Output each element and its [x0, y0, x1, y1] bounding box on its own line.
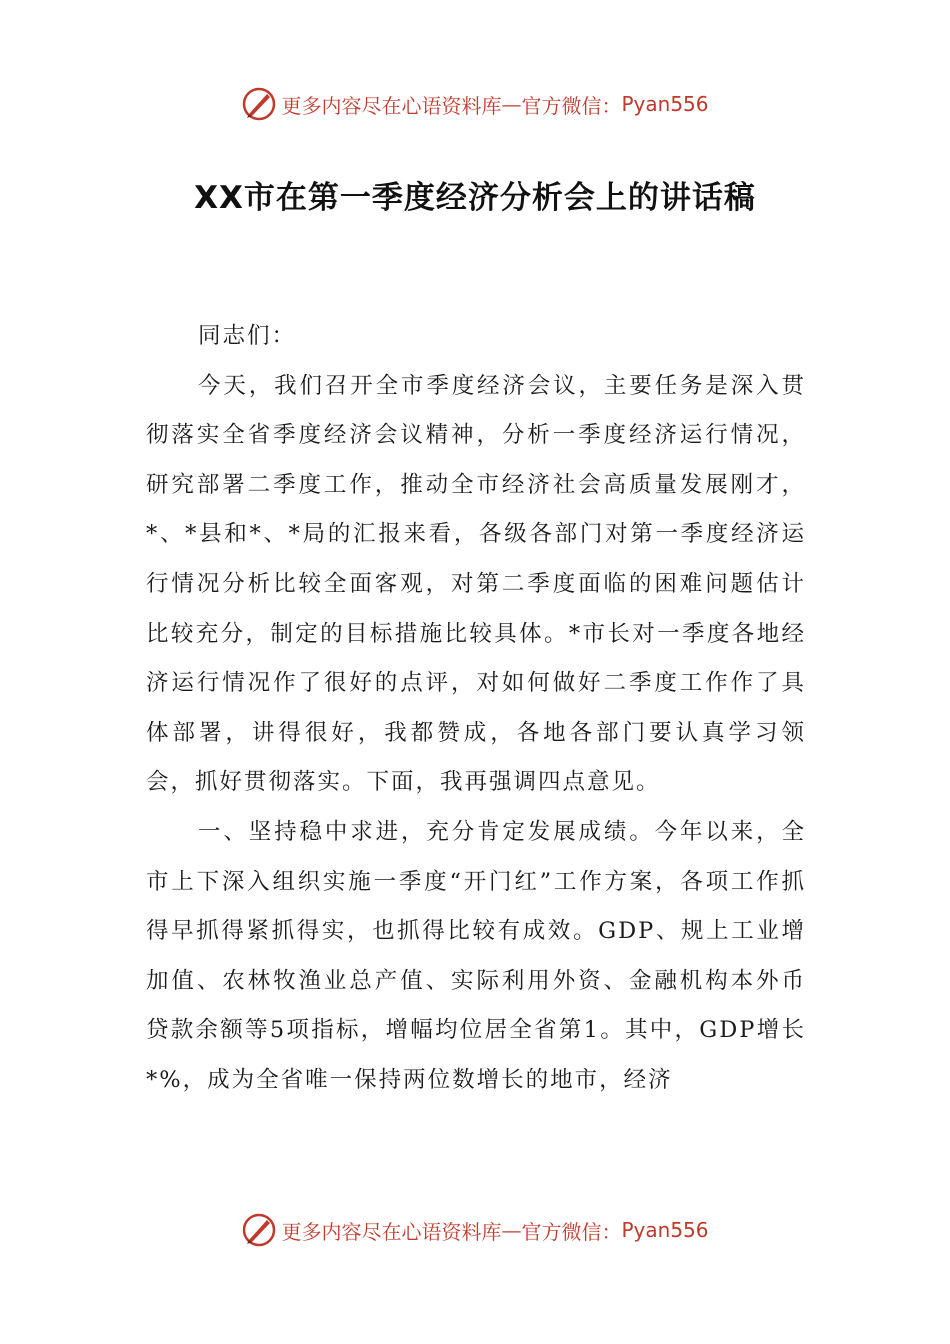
paragraph-2: 一、坚持稳中求进，充分肯定发展成绩。今年以来，全市上下深入组织实施一季度“开门红”工作方案，各项工作抓得早抓得紧抓得实，也抓得比较有成效。GDP、规上工业增加值、农林牧渔业总产值、实际利用外资、金融机构本外币贷款余额等5项指标，增幅均位居全省第1。其中，GDP增长*%，成为全省唯一保持两位数增长的地市，经济	[146, 818, 806, 1093]
banner-title: 更多内容尽在心语资料库	[281, 93, 502, 118]
header-banner	[0, 82, 950, 126]
quill-pen-logo-icon	[241, 86, 277, 122]
document-title: XX市在第一季度经济分析会上的讲话稿	[194, 180, 756, 216]
paragraph-1: 今天，我们召开全市季度经济会议，主要任务是深入贯彻落实全省季度经济会议精神，分析一季度经济运行情况，研究部署二季度工作，推动全市经济社会高质量发展刚才，*、*县和*、*局的汇报来看，各级各部门对第一季度经济运行情况分析比较全面客观，对第二季度面临的困难问题估计比较充分，制定的目标措施比较具体。*市长对一季度各地经济运行情况作了很好的点评，对如何做好二季度工作作了具体部署，讲得很好，我都赞成，各地各部门要认真学习领会，抓好贯彻落实。下面，我再强调四点意见。	[146, 372, 806, 796]
banner-wechat-handle: Pyan556	[621, 1218, 709, 1242]
banner-dash: —	[501, 1218, 522, 1242]
banner-dash: —	[501, 92, 522, 116]
banner-wechat-label: 官方微信：	[521, 93, 622, 118]
banner-wechat-handle: Pyan556	[621, 92, 709, 116]
document-body	[146, 312, 806, 1106]
quill-pen-logo-icon	[241, 1212, 277, 1248]
banner-wechat-label: 官方微信：	[521, 1219, 622, 1244]
banner-title: 更多内容尽在心语资料库	[281, 1219, 502, 1244]
salutation: 同志们：	[198, 323, 297, 349]
footer-banner	[0, 1208, 950, 1252]
